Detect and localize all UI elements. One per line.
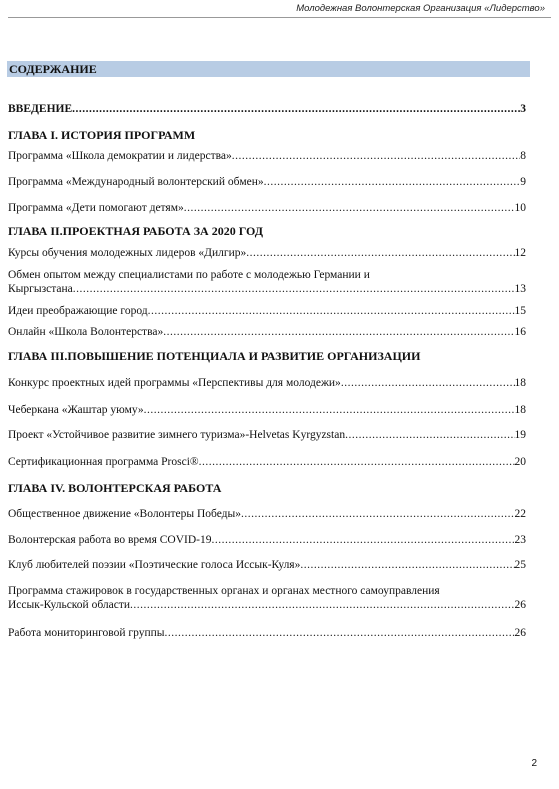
toc-entry-page: 12	[514, 247, 526, 259]
chapter-heading-1: ГЛАВА I. ИСТОРИЯ ПРОГРАММ	[8, 128, 196, 142]
dot-leader	[130, 598, 514, 612]
header-divider	[8, 17, 551, 18]
toc-entry[interactable]	[8, 403, 526, 417]
dot-leader	[232, 149, 521, 163]
toc-entry[interactable]	[8, 455, 526, 469]
toc-entry-page: 9	[520, 176, 526, 188]
chapter-heading-4: ГЛАВА IV. ВОЛОНТЕРСКАЯ РАБОТА	[8, 481, 222, 495]
chapter-heading-2: ГЛАВА II.ПРОЕКТНАЯ РАБОТА ЗА 2020 ГОД	[8, 224, 264, 238]
toc-entry-label: Идеи преображающие город	[8, 305, 148, 317]
toc-entry-multiline[interactable]	[8, 584, 526, 612]
dot-leader	[264, 175, 521, 189]
toc-entry-page: 26	[514, 627, 526, 639]
dot-leader	[163, 325, 514, 339]
toc-entry[interactable]	[8, 304, 526, 318]
toc-entry-page: 23	[514, 534, 526, 546]
dot-leader	[341, 376, 515, 390]
dot-leader	[345, 428, 514, 442]
toc-entry[interactable]	[8, 325, 526, 339]
toc-entry-page: 13	[514, 283, 526, 295]
toc-title: СОДЕРЖАНИЕ	[7, 61, 530, 77]
toc-entry[interactable]	[8, 428, 526, 442]
toc-entry[interactable]	[8, 558, 526, 572]
running-header: Молодежная Волонтерская Организация «Лидерство»	[296, 3, 545, 14]
dot-leader	[241, 507, 515, 521]
toc-entry[interactable]	[8, 533, 526, 547]
toc-entry-label: Работа мониторинговой группы	[8, 627, 165, 639]
toc-entry-page: 19	[514, 429, 526, 441]
toc-entry-page: 10	[514, 202, 526, 214]
dot-leader	[148, 304, 515, 318]
toc-entry-label: Волонтерская работа во время COVID-19	[8, 534, 212, 546]
toc-entry-multiline[interactable]	[8, 268, 526, 296]
dot-leader	[144, 403, 515, 417]
toc-entry-page: 3	[520, 103, 526, 115]
dot-leader	[246, 246, 514, 260]
dot-leader	[184, 201, 515, 215]
dot-leader	[211, 533, 514, 547]
dot-leader	[73, 282, 515, 296]
toc-entry[interactable]	[8, 149, 526, 163]
toc-entry-label: Курсы обучения молодежных лидеров «Дилгир»	[8, 247, 247, 259]
toc-entry-label: Клуб любителей поэзии «Поэтические голоса Иссык-Куля»	[8, 559, 301, 571]
toc-entry-label: Онлайн «Школа Волонтерства»	[8, 326, 164, 338]
toc-entry-label: ВВЕДЕНИЕ	[8, 103, 73, 115]
dot-leader	[300, 558, 514, 572]
toc-entry-page: 22	[514, 508, 526, 520]
toc-entry[interactable]	[8, 626, 526, 640]
toc-entry[interactable]	[8, 376, 526, 390]
toc-entry[interactable]	[8, 201, 526, 215]
toc-entry-label: Общественное движение «Волонтеры Победы»	[8, 508, 241, 520]
toc-entry-label-line1: Программа стажировок в государственных органах и органах местного самоуправления	[8, 585, 440, 597]
toc-entry[interactable]	[8, 175, 526, 189]
toc-entry-label: Чеберкана «Жаштар уюму»	[8, 404, 144, 416]
toc-entry-page: 16	[514, 326, 526, 338]
toc-entry-page: 18	[514, 377, 526, 389]
dot-leader	[72, 102, 520, 116]
toc-entry-label: Сертификационная программа Prosci®	[8, 456, 199, 468]
page-number: 2	[531, 758, 537, 769]
toc-entry-page: 20	[514, 456, 526, 468]
toc-entry-label: Программа «Школа демократии и лидерства»	[8, 150, 232, 162]
dot-leader	[199, 455, 515, 469]
toc-entry-label: Иссык-Кульской области	[8, 599, 131, 611]
toc-entry-page: 18	[514, 404, 526, 416]
toc-entry-label-line1: Обмен опытом между специалистами по работе с молодежью Германии и	[8, 269, 370, 281]
toc-entry-intro[interactable]	[8, 102, 526, 116]
toc-entry-label: Программа «Дети помогают детям»	[8, 202, 184, 214]
toc-entry-label: Проект «Устойчивое развитие зимнего туризма»-Helvetas Kyrgyzstan	[8, 429, 346, 441]
toc-entry-label: Конкурс проектных идей программы «Перспективы для молодежи»	[8, 377, 341, 389]
toc-entry-page: 25	[514, 559, 526, 571]
toc-entry-page: 15	[514, 305, 526, 317]
toc-entry[interactable]	[8, 246, 526, 260]
toc-entry[interactable]	[8, 507, 526, 521]
dot-leader	[165, 626, 515, 640]
toc-entry-page: 8	[520, 150, 526, 162]
toc-entry-label: Кыргызстана	[8, 283, 73, 295]
toc-entry-label: Программа «Международный волонтерский обмен»	[8, 176, 264, 188]
chapter-heading-3: ГЛАВА III.ПОВЫШЕНИЕ ПОТЕНЦИАЛА И РАЗВИТИЕ ОРГАНИЗАЦИИ	[8, 349, 421, 363]
toc-entry-page: 26	[514, 599, 526, 611]
